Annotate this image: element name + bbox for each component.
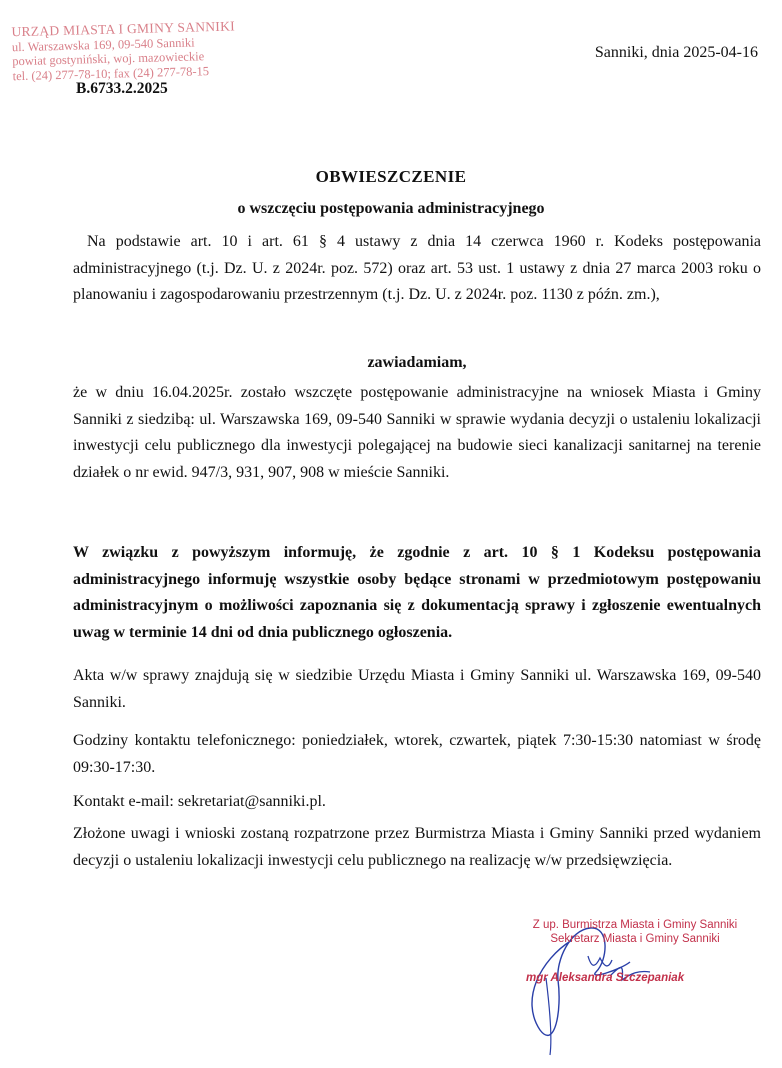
paragraph-initiation: że w dniu 16.04.2025r. zostało wszczęte postępowanie administracyjne na wniosek Miasta i Gminy Sanniki z siedzibą: ul. Warszawska 169, 09-540 Sanniki w sprawie wydania decyzji o ustaleniu lokalizacji inwestycji celu publicznego dla inwestycji polegającej na budowie sieci kanalizacji sanitarnej na terenie działek o nr ewid. 947/3, 931, 907, 908 w mieście Sanniki. [73, 384, 761, 481]
paragraph-notify: zawiadamiam, [367, 354, 467, 371]
paragraph-information: W związku z powyższym informuję, że zgodnie z art. 10 § 1 Kodeksu postępowania administracyjnego informuję wszystkie osoby będące stronami w przedmiotowym postępowaniu administracyjnym o możliwości zapoznania się z dokumentacją sprawy i zgłoszenie ewentualnych uwag w terminie 14 dni od dnia publicznego ogłoszenia. [73, 544, 761, 641]
signatory-name: mgr Aleksandra Szczepaniak [526, 972, 685, 984]
signature-line-position: Sekretarz Miasta i Gminy Sanniki [550, 933, 720, 945]
office-stamp [11, 19, 262, 84]
signature-stamp [500, 918, 770, 946]
stamp-line-phone: tel. (24) 277-78-10; fax (24) 277-78-15 [12, 63, 210, 83]
stamp-line-office: URZĄD MIASTA I GMINY SANNIKI [11, 18, 236, 40]
stamp-line-region: powiat gostyniński, woj. mazowieckie [12, 49, 205, 69]
reference-number: B.6733.2.2025 [76, 80, 168, 97]
paragraph-files-location: Akta w/w sprawy znajdują się w siedzibie Urzędu Miasta i Gminy Sanniki ul. Warszawska 169, 09-540 Sanniki. [73, 667, 761, 711]
place-and-date: Sanniki, dnia 2025-04-16 [594, 44, 758, 61]
signature-line-on-behalf: Z up. Burmistrza Miasta i Gminy Sanniki [532, 919, 738, 931]
paragraph-closing: Złożone uwagi i wnioski zostaną rozpatrzone przez Burmistrza Miasta i Gminy Sanniki przed wydaniem decyzji o ustaleniu lokalizacji inwestycji celu publicznego na realizację w/w przedsięwzięcia. [73, 825, 761, 869]
document-title: OBWIESZCZENIE [315, 167, 467, 186]
document-subtitle: o wszczęciu postępowania administracyjnego [237, 200, 545, 217]
paragraph-legal-basis: Na podstawie art. 10 i art. 61 § 4 ustawy z dnia 14 czerwca 1960 r. Kodeks postępowania administracyjnego (t.j. Dz. U. z 2024r. poz. 572) oraz art. 53 ust. 1 ustawy z dnia 27 marca 2003 roku o planowaniu i zagospodarowaniu przestrzennym (t.j. Dz. U. z 2024r. poz. 1130 z późn. zm.), [73, 233, 761, 303]
paragraph-phone-hours: Godziny kontaktu telefonicznego: poniedziałek, wtorek, czwartek, piątek 7:30-15:30 natomiast w środę 09:30-17:30. [73, 732, 761, 776]
stamp-line-address: ul. Warszawska 169, 09-540 Sanniki [11, 34, 195, 54]
paragraph-email: Kontakt e-mail: sekretariat@sanniki.pl. [73, 793, 326, 810]
